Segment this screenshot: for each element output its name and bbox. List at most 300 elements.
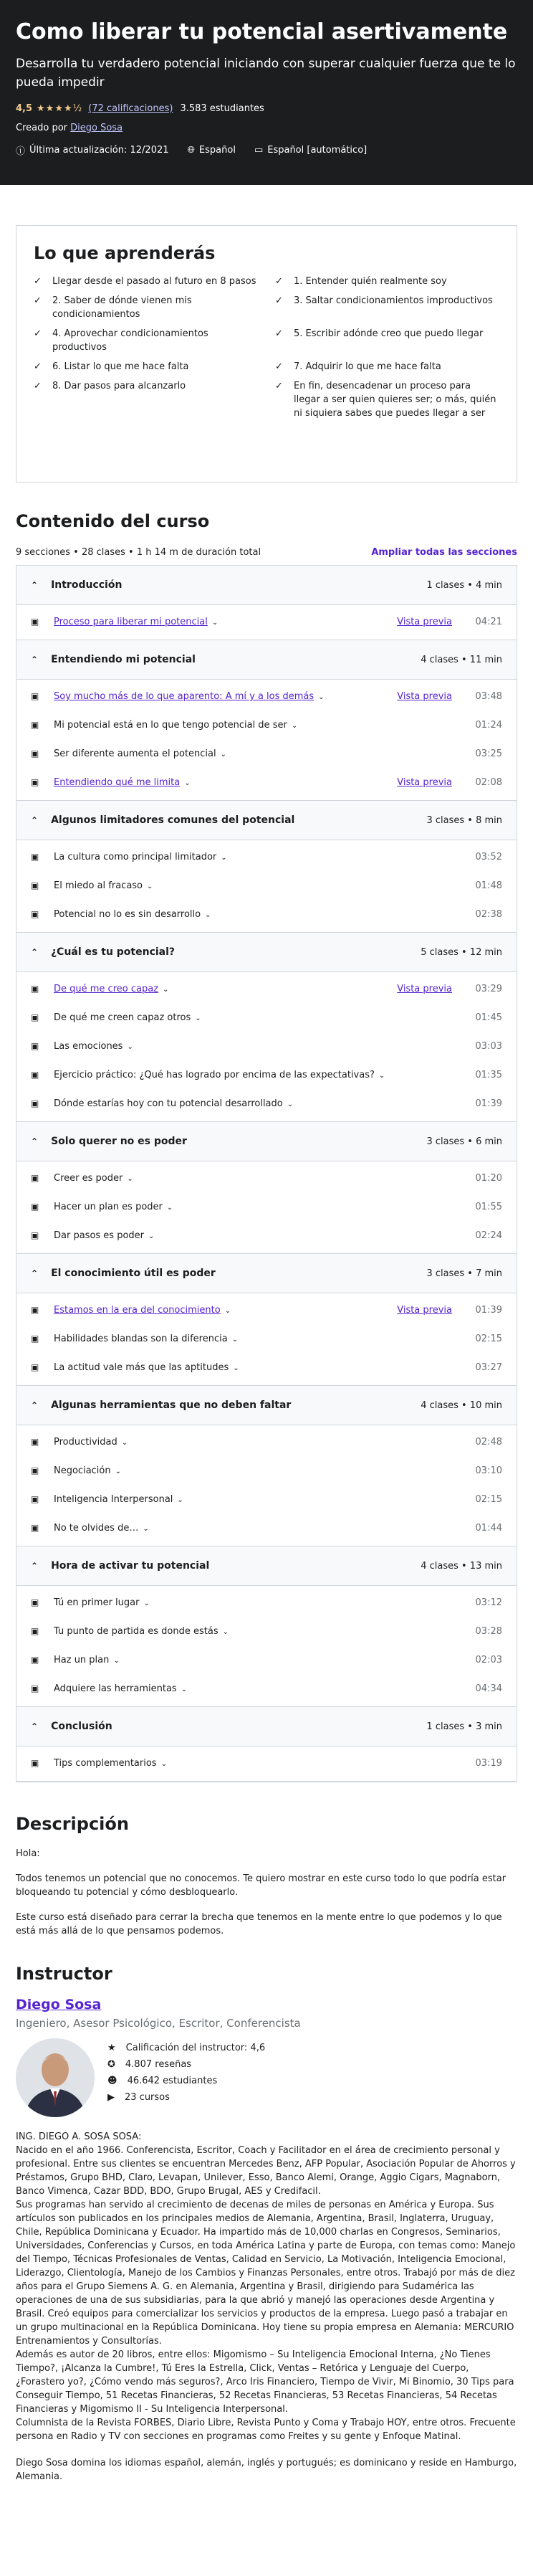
lecture-title-wrap xyxy=(54,1493,183,1507)
lecture-left xyxy=(31,1493,183,1507)
section-meta: 4 clases • 13 min xyxy=(421,1560,502,1572)
preview-link[interactable]: Vista previa xyxy=(397,1305,452,1316)
section-header-left xyxy=(31,1136,187,1147)
lecture-row xyxy=(31,1757,502,1771)
lecture-title-wrap xyxy=(54,615,218,629)
lecture-row xyxy=(31,1493,502,1507)
lecture-row[interactable] xyxy=(31,776,502,790)
lecture-right xyxy=(475,1229,502,1242)
lecture-row xyxy=(31,1097,502,1111)
lecture-left xyxy=(31,776,191,790)
chevron-down-icon[interactable]: ⌄ xyxy=(291,722,298,730)
lecture-left xyxy=(31,1229,154,1243)
lecture-list xyxy=(16,1293,517,1386)
instructor-stat xyxy=(107,2076,265,2086)
lecture-title: La cultura como principal limitador xyxy=(54,852,217,862)
lecture-right xyxy=(397,615,502,629)
instructor-bio xyxy=(16,2130,517,2443)
instructor-stat xyxy=(107,2043,265,2053)
learn-item xyxy=(34,275,258,288)
lecture-duration: 01:55 xyxy=(475,1202,502,1212)
preview-link[interactable]: Vista previa xyxy=(397,984,452,994)
chevron-up-icon: ⌃ xyxy=(31,1268,39,1278)
lecture-row xyxy=(31,1521,502,1536)
video-icon: ▣ xyxy=(31,1626,39,1636)
lecture-left xyxy=(31,1068,385,1083)
chevron-down-icon[interactable]: ⌄ xyxy=(127,1043,133,1051)
chevron-down-icon[interactable]: ⌄ xyxy=(287,1101,294,1108)
lecture-left xyxy=(31,1464,121,1478)
lecture-left xyxy=(31,1682,187,1696)
lecture-row[interactable] xyxy=(31,690,502,704)
lecture-row xyxy=(31,1200,502,1215)
lecture-duration: 04:34 xyxy=(475,1683,502,1694)
lecture-right xyxy=(475,1068,502,1082)
section-header[interactable] xyxy=(16,1386,517,1425)
description xyxy=(16,1814,517,1938)
lecture-right xyxy=(475,1361,502,1374)
lecture-title-wrap xyxy=(54,1682,187,1696)
check-icon: ✓ xyxy=(34,276,42,287)
learn-item xyxy=(34,360,258,374)
lecture-left xyxy=(31,747,226,761)
avatar[interactable] xyxy=(16,2038,95,2117)
instructor-name-link[interactable]: Diego Sosa xyxy=(16,1997,102,2012)
learn-title: Lo que aprenderás xyxy=(34,243,216,263)
course-subtitle: Desarrolla tu verdadero potencial iniciando con superar cualquier fuerza que te lo pueda impedir xyxy=(16,57,516,90)
lecture-duration: 01:24 xyxy=(475,720,502,731)
section-meta: 3 clases • 8 min xyxy=(426,814,502,826)
lecture-title-wrap xyxy=(54,776,191,790)
chevron-up-icon: ⌃ xyxy=(31,580,39,590)
lecture-title-wrap xyxy=(54,1171,133,1186)
lecture-right xyxy=(475,1097,502,1111)
chevron-down-icon[interactable]: ⌄ xyxy=(231,1336,239,1344)
video-icon: ▣ xyxy=(31,909,39,919)
chevron-down-icon[interactable]: ⌄ xyxy=(205,911,211,919)
lecture-duration: 03:48 xyxy=(475,691,502,702)
avatar-image xyxy=(16,2038,95,2117)
lecture-title-wrap xyxy=(54,1097,293,1111)
captions xyxy=(254,145,367,156)
chevron-up-icon: ⌃ xyxy=(31,1136,39,1146)
lecture-row xyxy=(31,1068,502,1083)
section-header[interactable] xyxy=(16,640,517,680)
lecture-duration: 04:21 xyxy=(475,617,502,627)
lecture-left xyxy=(31,908,211,922)
video-icon: ▣ xyxy=(31,720,39,730)
lecture-title-wrap xyxy=(54,1625,229,1639)
lecture-duration: 03:29 xyxy=(475,984,502,994)
instructor xyxy=(16,1964,517,2484)
learn-item xyxy=(275,379,499,420)
lecture-list xyxy=(16,972,517,1122)
people-icon: ☻ xyxy=(107,2076,117,2086)
section-header[interactable] xyxy=(16,1254,517,1293)
lecture-right xyxy=(475,747,502,761)
lecture-row[interactable] xyxy=(31,615,502,629)
description-paragraph: Este curso está diseñado para cerrar la brecha que tenemos en la mente entre lo que podemos y lo que está más allá de lo que pensamos podemos. xyxy=(16,1912,502,1936)
lecture-row[interactable] xyxy=(31,1303,502,1318)
chevron-down-icon[interactable]: ⌄ xyxy=(233,1364,239,1372)
course-title: Como liberar tu potencial asertivamente xyxy=(16,19,508,44)
section-title: Introducción xyxy=(51,579,123,591)
lecture-duration: 03:10 xyxy=(475,1465,502,1476)
lecture-row xyxy=(31,1332,502,1346)
lecture-left xyxy=(31,1040,133,1054)
instructor-title: Instructor xyxy=(16,1964,112,1984)
lecture-row xyxy=(31,879,502,893)
students-count: 3.583 estudiantes xyxy=(180,103,264,114)
section-title: El conocimiento útil es poder xyxy=(51,1268,216,1279)
language-text: Español xyxy=(198,145,236,156)
learn-item-text: 7. Adquirir lo que me hace falta xyxy=(294,361,441,372)
video-icon: ▣ xyxy=(31,617,39,627)
learn-item xyxy=(275,275,499,288)
chevron-up-icon: ⌃ xyxy=(31,1400,39,1410)
creator-link[interactable]: Diego Sosa xyxy=(70,123,123,133)
stars-icon: ★★★★½ xyxy=(37,103,83,114)
lecture-title: Ser diferente aumenta el potencial xyxy=(54,748,216,759)
check-icon: ✓ xyxy=(34,328,42,339)
lecture-right xyxy=(475,1625,502,1638)
lecture-duration: 03:25 xyxy=(475,748,502,759)
chevron-down-icon[interactable]: ⌄ xyxy=(148,1232,155,1240)
lecture-list xyxy=(16,605,517,640)
chevron-up-icon: ⌃ xyxy=(31,947,39,957)
lecture-right xyxy=(475,1757,502,1770)
lecture-left xyxy=(31,1097,293,1111)
learn-item xyxy=(275,360,499,374)
lecture-right xyxy=(475,1493,502,1506)
lecture-title: De qué me creen capaz otros xyxy=(54,1012,191,1023)
instructor-row xyxy=(16,2038,517,2117)
lecture-duration: 03:19 xyxy=(475,1758,502,1769)
lecture-left xyxy=(31,1757,167,1771)
chevron-down-icon[interactable]: ⌄ xyxy=(221,854,227,862)
bio-paragraph: Diego Sosa domina los idiomas español, alemán, inglés y portugués; es dominicano y reside en Hamburgo, Alemania. xyxy=(16,2458,517,2482)
lecture-right xyxy=(475,1596,502,1610)
lecture-left xyxy=(31,1171,133,1186)
section-header-left xyxy=(31,946,175,958)
lecture-right xyxy=(397,1303,502,1317)
section-header[interactable] xyxy=(16,801,517,840)
chevron-down-icon[interactable]: ⌄ xyxy=(318,693,325,701)
section-meta: 1 clases • 3 min xyxy=(426,1721,502,1732)
bio-paragraph: ING. DIEGO A. SOSA SOSA: Nacido en el año 1966. Conferencista, Escritor, Coach y Facilitador en el área de crecimiento personal y profesional. Entre sus clientes se encuentran Mercedes Benz, AFP Popular, Asociación Popular de Ahorros y Préstamos, Grupo BHD, Claro, Levapan, Unilever, Esso, Banco Alemi, Orange, Aggio Cigars, Magnaborn, Banco Vimenca, Cazar BDD, BDO, Grupo Brugal, AES y Credifacil. Sus programas han servido al crecimiento de decenas de miles de personas en América y Europa. Sus artículos son publicados en los principales medios de Alemania, Argentina, Brasil, Inglaterra, Uruguay, Chile, República Dominicana y Ecuador. Ha impartido más de 10,000 charlas en Congresos, Seminarios, Universidades, Conferencias y Cursos, en toda América Latina y parte de Europa, con temas como: Manejo del Tiempo, Técnicas Profesionales de Ventas, Calidad en Servicio, La Motivación, Inteligencia Emocional, Liderazgo, Clientología, Manejo de los Cambios y Finanzas Personales, entre otros. Trabajó por más de diez años para el Grupo Siemens A. G. en Alemania, Argentina y Brasil, dirigiendo para Sudamérica las operaciones de una de sus subsidiarias, para la que abrió y manejó las operaciones desde Argentina y Brasil. Creó equipos para comercializar los servicios y productos de la empresa. Luego pasó a trabajar en un grupo multinacional en la República Dominicana. Hoy tiene su propia empresa en Alemania: MERCURIO Entrenamientos y Consultorías. Además es autor de 20 libros, entre ellos: Migomismo – Su Inteligencia Emocional Interna, ¿No Tienes Tiempo?, ¡Alcanza la Cumbre!, Tú Eres la Estrella, Click, Ventas – Retórica y Lenguaje del Cuerpo, ¿Forastero yo?, ¿Cómo vendo más seguros?, Arco Iris Financiero, Tiempo de Vivir, Mi Binomio, 30 Tips para Conseguir Tiempo, 51 Recetas Financieras, 52 Recetas Financieras, 53 Recetas Financieras, 54 Recetas Financieras y Migomismo II - Su Inteligencia Interpersonal. Columnista de la Revista FORBES, Diario Libre, Revista Punto y Coma y Trabajo HOY, entre otros. Frecuente persona en Radio y TV con secciones en programas como Freites y su gente y Enfoque Matinal. xyxy=(16,2131,516,2442)
lecture-title-link[interactable]: Estamos en la era del conocimiento xyxy=(54,1305,221,1316)
course-content xyxy=(16,511,517,1782)
lecture-row xyxy=(31,908,502,922)
video-icon: ▣ xyxy=(31,1098,39,1108)
lecture-left xyxy=(31,1521,149,1536)
lecture-title: El miedo al fracaso xyxy=(54,880,143,891)
lecture-right xyxy=(475,879,502,893)
lecture-title-wrap xyxy=(54,718,297,733)
lecture-left xyxy=(31,615,218,629)
lecture-title-wrap xyxy=(54,908,211,922)
lecture-title-wrap xyxy=(54,1200,173,1215)
lecture-list xyxy=(16,680,517,801)
learn-item xyxy=(275,327,499,354)
video-icon: ▣ xyxy=(31,1173,39,1183)
lecture-duration: 01:35 xyxy=(475,1070,502,1080)
learn-item-text: 6. Listar lo que me hace falta xyxy=(52,361,189,372)
video-icon: ▣ xyxy=(31,1655,39,1665)
lecture-title: Negociación xyxy=(54,1465,111,1476)
section-title: Algunas herramientas que no deben faltar xyxy=(51,1399,292,1411)
chevron-down-icon[interactable]: ⌄ xyxy=(220,751,227,759)
section-meta: 1 clases • 4 min xyxy=(426,579,502,591)
section-title: Algunos limitadores comunes del potencial xyxy=(51,814,295,826)
chevron-down-icon[interactable]: ⌄ xyxy=(121,1439,128,1447)
lecture-duration: 01:44 xyxy=(475,1523,502,1534)
star-icon: ★ xyxy=(107,2043,116,2053)
lecture-right xyxy=(475,1653,502,1667)
learn-item xyxy=(34,294,258,321)
play-circle-icon: ▶ xyxy=(107,2092,115,2103)
lecture-left xyxy=(31,1435,128,1450)
lecture-right xyxy=(475,1521,502,1535)
lecture-left xyxy=(31,1596,150,1610)
lecture-right xyxy=(397,776,502,789)
chevron-up-icon: ⌃ xyxy=(31,1721,39,1731)
section-meta: 4 clases • 10 min xyxy=(421,1399,502,1411)
alert-icon: ⓘ xyxy=(16,146,26,157)
lecture-right xyxy=(475,1040,502,1053)
lecture-row xyxy=(31,1596,502,1610)
lecture-right xyxy=(475,908,502,921)
chevron-down-icon[interactable]: ⌄ xyxy=(177,1496,183,1504)
instructor-stat-text: 4.807 reseñas xyxy=(125,2059,192,2070)
chevron-down-icon[interactable]: ⌄ xyxy=(181,1686,188,1693)
video-icon: ▣ xyxy=(31,1362,39,1372)
check-icon: ✓ xyxy=(275,295,283,306)
instructor-stat-text: 23 cursos xyxy=(125,2092,170,2103)
description-paragraph: Todos tenemos un potencial que no conocemos. Te quiero mostrar en este curso todo lo que podría estar bloqueando tu potencial y cómo desbloquearlo. xyxy=(16,1873,506,1898)
chevron-down-icon[interactable]: ⌄ xyxy=(143,1600,150,1607)
lecture-list xyxy=(16,1746,517,1782)
chevron-down-icon[interactable]: ⌄ xyxy=(378,1072,385,1080)
section-header-left xyxy=(31,654,196,665)
lecture-left xyxy=(31,850,227,865)
lecture-title: Ejercicio práctico: ¿Qué has logrado por encima de las expectativas? xyxy=(54,1070,375,1080)
video-icon: ▣ xyxy=(31,1012,39,1022)
video-icon: ▣ xyxy=(31,691,39,701)
chevron-down-icon[interactable]: ⌄ xyxy=(222,1628,229,1636)
chevron-down-icon[interactable]: ⌄ xyxy=(166,1204,173,1212)
preview-link[interactable]: Vista previa xyxy=(397,777,452,788)
lecture-left xyxy=(31,1625,229,1639)
chevron-down-icon[interactable]: ⌄ xyxy=(224,1307,231,1315)
lecture-title-wrap xyxy=(54,1303,231,1318)
chevron-down-icon[interactable]: ⌄ xyxy=(195,1014,201,1022)
lecture-right xyxy=(475,850,502,864)
instructor-stat-text: 46.642 estudiantes xyxy=(127,2076,218,2086)
video-icon: ▣ xyxy=(31,1437,39,1447)
chevron-down-icon[interactable]: ⌄ xyxy=(143,1525,149,1533)
lecture-right xyxy=(475,718,502,732)
lecture-title-link[interactable]: Proceso para liberar mi potencial xyxy=(54,617,208,627)
lecture-title-wrap xyxy=(54,1757,167,1771)
chevron-down-icon[interactable]: ⌄ xyxy=(184,779,191,787)
language xyxy=(188,145,236,156)
rating-value: 4,5 xyxy=(16,103,33,114)
chevron-down-icon[interactable]: ⌄ xyxy=(211,619,219,627)
video-icon: ▣ xyxy=(31,1202,39,1212)
chevron-down-icon[interactable]: ⌄ xyxy=(147,883,153,890)
video-icon: ▣ xyxy=(31,1758,39,1768)
chevron-down-icon[interactable]: ⌄ xyxy=(127,1175,133,1183)
lecture-title-wrap xyxy=(54,747,226,761)
lecture-row[interactable] xyxy=(31,982,502,997)
lecture-title-wrap xyxy=(54,1229,154,1243)
lecture-row xyxy=(31,1229,502,1243)
section-title: Solo querer no es poder xyxy=(51,1136,187,1147)
lecture-right xyxy=(397,982,502,996)
learn-item xyxy=(275,294,499,321)
video-icon: ▣ xyxy=(31,1597,39,1607)
lecture-title-wrap xyxy=(54,982,168,997)
lecture-right xyxy=(475,1464,502,1478)
learn-item-text: 8. Dar pasos para alcanzarlo xyxy=(52,381,186,391)
section-header[interactable] xyxy=(16,933,517,972)
video-icon: ▣ xyxy=(31,1683,39,1693)
check-icon: ✓ xyxy=(275,328,283,339)
section-header[interactable] xyxy=(16,1122,517,1161)
lecture-title: Dar pasos es poder xyxy=(54,1230,145,1241)
lecture-title: La actitud vale más que las aptitudes xyxy=(54,1362,229,1373)
learn-item-text: 5. Escribir adónde creo que puedo llegar xyxy=(294,328,484,339)
video-icon: ▣ xyxy=(31,880,39,890)
lecture-title: Haz un plan xyxy=(54,1655,110,1665)
section-meta: 4 clases • 11 min xyxy=(421,654,502,665)
lecture-title: Tú en primer lugar xyxy=(54,1597,140,1608)
section-meta: 3 clases • 6 min xyxy=(426,1136,502,1147)
lecture-right xyxy=(475,1200,502,1214)
check-icon: ✓ xyxy=(34,295,42,306)
preview-link[interactable]: Vista previa xyxy=(397,691,452,702)
lecture-row xyxy=(31,1171,502,1186)
section-header[interactable] xyxy=(16,1707,517,1746)
rating-row xyxy=(16,103,517,114)
content-meta xyxy=(16,547,517,558)
ratings-link[interactable]: (72 calificaciones) xyxy=(88,103,173,114)
section-meta: 5 clases • 12 min xyxy=(421,946,502,958)
section-title: Entendiendo mi potencial xyxy=(51,654,196,665)
lecture-title: Habilidades blandas son la diferencia xyxy=(54,1334,228,1344)
what-you-will-learn xyxy=(16,225,517,483)
lecture-list xyxy=(16,840,517,933)
lecture-left xyxy=(31,982,168,997)
lecture-left xyxy=(31,1361,239,1375)
check-icon: ✓ xyxy=(275,381,283,391)
learn-item-text: En fin, desencadenar un proceso para llegar a ser quien quieres ser; o más, quién ni siquiera sabes que puedes llegar a ser xyxy=(294,381,496,419)
lecture-duration: 03:12 xyxy=(475,1597,502,1608)
video-icon: ▣ xyxy=(31,777,39,787)
chevron-up-icon: ⌃ xyxy=(31,1561,39,1571)
section-header-left xyxy=(31,1560,209,1572)
section-header[interactable] xyxy=(16,1546,517,1586)
content-title: Contenido del curso xyxy=(16,511,210,531)
description-title: Descripción xyxy=(16,1814,129,1834)
section-header-left xyxy=(31,814,294,826)
award-icon: ✪ xyxy=(107,2059,115,2070)
instructor-headline: Ingeniero, Asesor Psicológico, Escritor, Conferencista xyxy=(16,2017,301,2030)
video-icon: ▣ xyxy=(31,1334,39,1344)
lecture-title-wrap xyxy=(54,1361,239,1375)
lecture-title-link[interactable]: De qué me creo capaz xyxy=(54,984,159,994)
lecture-title-wrap xyxy=(54,1464,121,1478)
lecture-title: Las emociones xyxy=(54,1041,123,1052)
section-header-left xyxy=(31,1399,291,1411)
section-header-left xyxy=(31,1268,216,1279)
lecture-right xyxy=(397,690,502,703)
lecture-left xyxy=(31,879,153,893)
lecture-duration: 02:24 xyxy=(475,1230,502,1241)
lecture-duration: 01:45 xyxy=(475,1012,502,1023)
learn-item-text: Llegar desde el pasado al futuro en 8 pasos xyxy=(52,276,256,287)
lecture-title-link[interactable]: Entendiendo qué me limita xyxy=(54,777,181,788)
lecture-title: Potencial no lo es sin desarrollo xyxy=(54,909,201,920)
instructor-bio-last xyxy=(16,2456,517,2484)
section-title: ¿Cuál es tu potencial? xyxy=(51,946,176,958)
chevron-up-icon: ⌃ xyxy=(31,655,39,665)
lecture-row xyxy=(31,1011,502,1025)
learn-item xyxy=(34,327,258,354)
lecture-duration: 01:39 xyxy=(475,1305,502,1316)
captions-text: Español [automático] xyxy=(267,145,368,156)
lecture-title: Adquiere las herramientas xyxy=(54,1683,177,1694)
preview-link[interactable]: Vista previa xyxy=(397,617,452,627)
lecture-title: Tu punto de partida es donde estás xyxy=(54,1626,219,1637)
lecture-title-link[interactable]: Soy mucho más de lo que aparento: A mí y a los demás xyxy=(54,691,314,702)
video-icon: ▣ xyxy=(31,1465,39,1475)
chevron-down-icon[interactable]: ⌄ xyxy=(160,1760,167,1768)
lecture-duration: 01:48 xyxy=(475,880,502,891)
learn-grid xyxy=(34,275,499,420)
video-icon: ▣ xyxy=(31,1523,39,1533)
section-meta: 3 clases • 7 min xyxy=(426,1268,502,1279)
video-icon: ▣ xyxy=(31,1494,39,1504)
section-header[interactable] xyxy=(16,566,517,605)
captions-icon: ▭ xyxy=(254,145,264,156)
lecture-row xyxy=(31,1682,502,1696)
lecture-row xyxy=(31,1625,502,1639)
chevron-down-icon[interactable]: ⌄ xyxy=(115,1468,121,1475)
chevron-down-icon[interactable]: ⌄ xyxy=(113,1657,120,1665)
lecture-title-wrap xyxy=(54,1040,133,1054)
lecture-duration: 02:08 xyxy=(475,777,502,788)
lecture-title-wrap xyxy=(54,1653,120,1668)
instructor-stat-text: Calificación del instructor: 4,6 xyxy=(125,2043,266,2053)
lecture-left xyxy=(31,1200,173,1215)
lecture-title-wrap xyxy=(54,1068,385,1083)
lecture-title: No te olvides de… xyxy=(54,1523,139,1534)
lecture-title: Productividad xyxy=(54,1437,117,1448)
lecture-right xyxy=(475,1011,502,1025)
lecture-title: Inteligencia Interpersonal xyxy=(54,1494,173,1505)
created-by-label: Creado por xyxy=(16,123,67,133)
expand-all-button[interactable]: Ampliar todas las secciones xyxy=(371,547,517,558)
lecture-duration: 02:15 xyxy=(475,1494,502,1505)
lecture-duration: 03:52 xyxy=(475,852,502,862)
lecture-title-wrap xyxy=(54,879,153,893)
chevron-down-icon[interactable]: ⌄ xyxy=(163,986,169,994)
learn-item xyxy=(34,379,258,420)
course-header xyxy=(0,0,533,185)
check-icon: ✓ xyxy=(275,276,283,287)
